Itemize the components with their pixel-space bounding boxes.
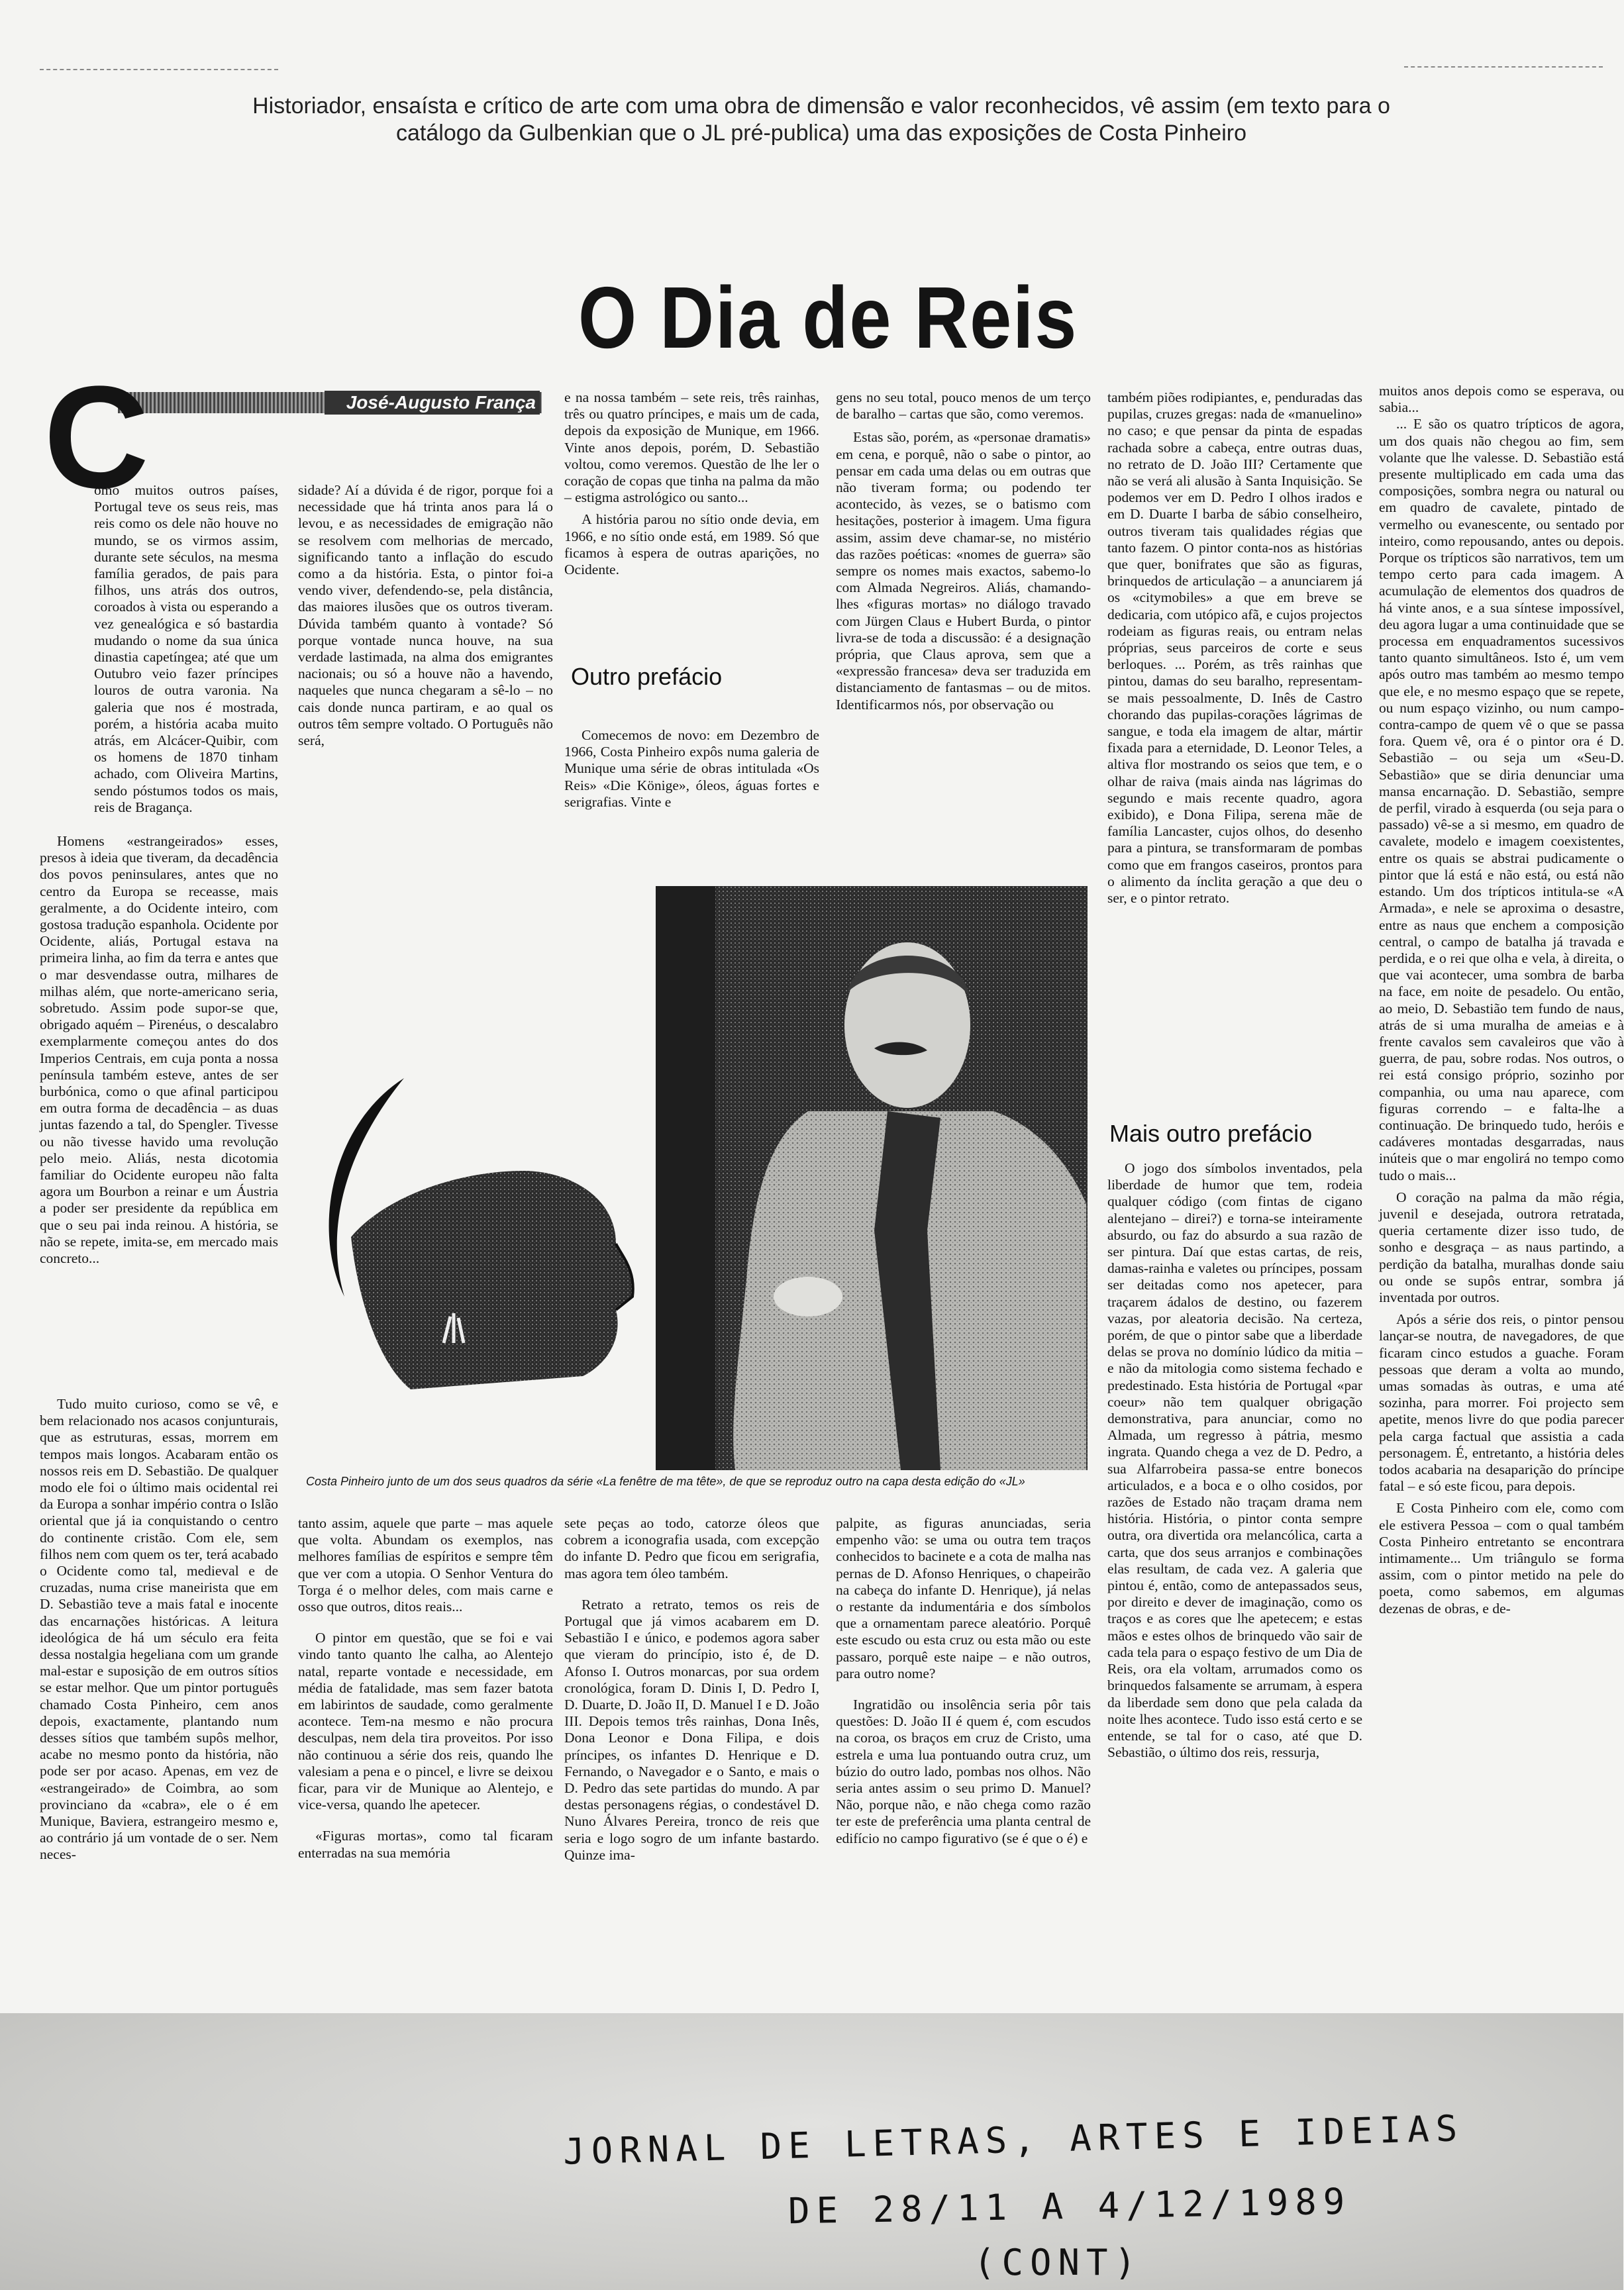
column-3-mid [564, 727, 819, 853]
paragraph: Retrato a retrato, temos os reis de Portugal que já vimos acabarem em D. Sebastião I e único, e podemos agora saber que vieram do princípio, isto é, de D. Afonso I. Outros monarcas, por sua ordem cronológica, foram D. Dinis I, D. Pedro I, D. Duarte, D. João II, D. Manuel I e D. João III. Depois temos três rainhas, Dona Inês, Dona Leonor e Dona Filipa, e dois príncipes, os infantes D. Henrique e D. Fernando, o Navegador e o Santo, e mais o D. Pedro das sete partidas do mundo. A par destas personagens régias, o condestável D. Nuno Álvares Pereira, tronco de reis que seria e logo sogro de um infante bastardo. Quinze ima- [564, 1596, 819, 1863]
paragraph: O jogo dos símbolos inventados, pela liberdade de humor que tem, rodeia qualquer código (com fintas de cigano alentejano – direi?) e torna-se inteiramente absurdo, ou faz do absurdo a sua razão de ser pintura. Daí que estas cartas, de reis, damas-rainha e valetes ou príncipes, possam ser deitadas como nos apetecer, para traçarem ádalos de destino, ou fazerem vazas, por aleatoria decisão. Na certeza, porém, de que o pintor sabe que a liberdade delas se prova no domínio lúdico da mitia – e não da mitologia como sistema fechado e predestinado. Esta história de Portugal «par coeur» não tem qualquer obrigação demonstrativa, para anunciar, como no Almada, um regresso à pátria, mesmo ingrata. Quando chega a vez de D. Pedro, a sua Alfarrobeira passa-se entre bonecos articulados, e a boca e o olho cosidos, por razões de Estado não traçam drama nem história. História, o pintor conta sempre outra, ora divertida ora melancólica, carta a carta, que dos seus arranjos e combinações elas resultam, de cada vez. A galeria que pintou é, então, como de antepassados seus, por direito e dever de imaginação, como os traços e as cores que lhe apetecem; e estas mãos e estes olhos de brinquedo vão sair de cada tela para o espaço festivo de um Dia de Reis, ora ela voltam, arrumados como os brinquedos falsamente se arrumam, à espera da liberdade sem dono que pela calada da noite lhes acontece. Tudo isso está certo e se entende, se tal for o caso, até que D. Sebastião, o último dos reis, ressurja, [1107, 1160, 1362, 1761]
column-4-top [836, 389, 1091, 853]
paragraph: «Figuras mortas», como tal ficaram enterradas na sua memória [298, 1828, 553, 1861]
drop-cap: C [44, 356, 149, 519]
paragraph: tanto assim, aquele que parte – mas aquele que volta. Abundam os exemplos, nas melhores famílias de espíritos e sempre têm que ver com a utopia. O Senhor Ventura do Torga é o melhor deles, com mais carne e osso que outros, ditos reais... [298, 1515, 553, 1615]
paragraph: Comecemos de novo: em Dezembro de 1966, Costa Pinheiro expôs numa galeria de Munique uma série de obras intitulada «Os Reis» «Die Könige», óleos, águas fortes e serigrafias. Vinte e [564, 727, 819, 810]
column-5-top [1107, 389, 1362, 1118]
paragraph: Ingratidão ou insolência seria pôr tais questões: D. João II é quem é, com escudos na coroa, os braços em cruz de Cristo, uma estrela e uma lua pontuando outra cruz, um búzio do outro lado, pombas nos olhos. Não seria antes assim o seu primo D. Manuel? Não, porque não, e não chega como razão ter este de preferência uma planta central de edifício no campo figurativo (se é que o é) e [836, 1697, 1091, 1846]
person-hand [774, 1277, 842, 1317]
paragraph: sete peças ao todo, catorze óleos que cobrem a iconografia usada, com excepção do infante D. Pedro que ficou em serigrafia, mas agora tem óleo também. [564, 1515, 819, 1581]
paragraph: Tudo muito curioso, como se vê, e bem relacionado nos acasos conjunturais, que as estruturas, essas, morrem em tempos mais longos. Acabaram então os nossos reis em D. Sebastião. De qualquer modo ele foi o último mais ocidental rei da Europa a sonhar império contra o Islão oriental que já ia conquistando o centro do continente cristão. Com ele, sem filhos nem com quem os ter, terá acabado o Ocidente como tal, medieval e de cruzadas, numa crise maneirista que em D. Sebastião teve a mais fatal e inocente das encarnações históricas. A leitura ideológica de há um século era feita dessa nostalgia hegeliana com um grande mal-estar e suposição de em outros sítios se estar melhor. Que um pintor português chamado Costa Pinheiro, cem anos depois, exactamente, plantando num desses sítios que também supôs melhor, acabe no mesmo ponto da história, não pode ser por acaso. Apenas, em vez de «estrangeirado» de Coimbra, ao som provinciano da «cabra», ele o é em Munique, Baviera, estrangeiro mesmo e, ao contrário já um vontade de o ser. Nem neces- [40, 1396, 278, 1863]
intro-deck: Historiador, ensaísta e crítico de arte com uma obra de dimensão e valor reconhecidos, vê assim (em texto para o catálogo da Gulbenkian que o JL pré-publica) uma das exposições de Costa Pinheiro [252, 93, 1390, 146]
paragraph: Após a série dos reis, o pintor pensou lançar-se noutra, de navegadores, de que ficaram cinco estudos a guache. Foram pessoas que deram a volta ao mundo, umas somadas às outras, e uma até sozinha, para morrer. Foi projecto sem apetite, menos livre do que podia parecer pela carga factual que assistia a cada personagem. É, entretanto, a história deles todos acabaria na desaparição do príncipe fatal – e só este ficou, para depois. [1379, 1311, 1624, 1495]
column-2-top [298, 482, 553, 853]
column-6 [1379, 383, 1624, 2012]
paragraph: Estas são, porém, as «personae dramatis» em cena, e porquê, não o sabe o pintor, ao pensar em cada uma delas ou em outras que não tiveram forma; ou podendo ter acontecido, às vezes, se o batismo com hesitações, posterior à imagem. Uma figura assim, assim deve chamar-se, no mistério das razões poéticas: «nomes de guerra» são sempre os nomes mais exactos, sabemo-lo com Almada Negreiros. Aliás, chamando-lhes «figuras mortas» no diálogo travado com Jürgen Claus e Hubert Burda, o pintor livra-se de toda a discussão: é a designação própria, que Claus aprova, sem que a «expressão francesa» deva ser traduzida em distanciamento de fantasmas – ou de mitos. Identificarmos nós, por observação ou [836, 429, 1091, 713]
column-5-bot [1107, 1160, 1362, 2012]
subhead-outro-prefacio [571, 662, 722, 691]
paragraph: O pintor em questão, que se foi e vai vindo tanto quanto lhe calha, ao Alentejo natal, reparte vontade e necessidade, em média de fatalidade, mas sem fazer batota em labirintos de saudade, como geralmente acontece. Tem-na mesmo e não procura desculpas, nem dela tira proveitos. Por isso não continuou a série dos reis, quando lhe valesiam a pena e o pincel, e livre se deixou ficar, para vir de Munique ao Alentejo, e vice-versa, quando lhe apetecer. [298, 1630, 553, 1813]
photo-caption: Costa Pinheiro junto de um dos seus quadros da série «La fenêtre de ma tête», de que se reproduz outro na capa desta edição do «JL» [306, 1475, 1025, 1488]
paragraph: ... E são os quatro trípticos de agora, um dos quais não chegou ao fim, sem volante que lhe valesse. D. Sebastião está presente multiplicado em cada uma das composições, sombra negra ou natural ou em quadro de cavalete, pintado de vermelho ou evanescente, ou sentado por inteiro, como repousando, antes ou depois. Porque os trípticos são narrativos, tem um tempo certo para cada imagem. A acumulação de elementos dos quadros de há vinte anos, e a sua síntese impossível, deu agora lugar a uma continuidade que se processa em enquadramentos sucessivos tanto quanto simultâneos. Isto é, um vem após outro mas também ao mesmo tempo que ele, e no mesmo espaço que se repete, ou num espaço vizinho, ou num campo-contra-campo de quem vê o que se passa fora. Quem vê, ora é o pintor ora é D. Sebastião – ou seja um «Seu-D. Sebastião» que se diria denunciar uma mansa encarnação. D. Sebastião, sempre de perfil, virado à esquerda (ou seja para o passado) vê-se a si mesmo, em quadro de cavalete, modelo e imagem coexistentes, entre os quais se abstrai pudicamente o pintor que lá está e não está, ou está não estando. Um dos trípticos intitula-se «A Armada», e nele se aproxima o desastre, entre as naus que enchem a composição central, o campo de batalha já travada e perdida, e o rei que olha e vela, à direita, o que vai acontecer, uma sombra de barba na face, em noite de pesadelo. Ou então, ao meio, D. Sebastião tem fundo de naus, atrás de si uma muralha de ameias e à frente cavalos sem cavaleiros que vão à guerra, de pau, sobre rodas. Nos outros, o rei está consigo próprio, sozinho por companhia, ou uma nau aparece, com figuras correndo – e falta-lhe a continuação. De brinquedo tudo, heróis e cadáveres montadas desgarradas, naus inúteis que o mar engolirá no tempo como tudo o mais... [1379, 416, 1624, 1183]
photograph [305, 886, 1088, 1470]
handwritten-date: DE 28/11 A 4/12/1989 [787, 2180, 1352, 2232]
column-1-mid [40, 833, 278, 1381]
paragraph: muitos anos depois como se esperava, ou sabia... [1379, 383, 1624, 416]
byline: José-Augusto França [325, 391, 540, 415]
subhead-mais-outro-prefacio [1109, 1119, 1312, 1148]
headline: O Dia de Reis [578, 269, 1078, 366]
paragraph: E Costa Pinheiro com ele, como com ele estivera Pessoa – com o qual também Costa Pinheiro entretanto se encontrara intimamente... Um triângulo se forma assim, com o pintor metido na pele do poeta, como sabemos, em algumas dezenas de obras, e de- [1379, 1500, 1624, 1617]
paragraph: sidade? Aí a dúvida é de rigor, porque foi a necessidade que há trinta anos para lá o levou, e as necessidades de emigração não se resolvem com melhorias de mercado, significando tanto a inflação do escudo como a da história. Esta, o pintor foi-a vendo viver, defendendo-se, pela distância, das maiores ilusões que os outros tiveram. Dúvida também quanto à vontade? Só porque vontade nunca houve, na sua verdade lastimada, na alma dos emigrantes nacionais; ou só a houve não a havendo, naqueles que nunca chegaram a sê-lo – no cais donde nunca partiram, e ao qual os outros têm sempre voltado. O Português não será, [298, 482, 553, 749]
column-4-bot [836, 1515, 1091, 2012]
column-2-bot [298, 1515, 553, 2012]
subhead-text: Outro prefácio [571, 663, 723, 690]
column-1-bot [40, 1396, 278, 2012]
handwritten-cont: (CONT) [974, 2242, 1143, 2283]
top-rule-right [1404, 66, 1603, 68]
paragraph: gens no seu total, pouco menos de um terço de baralho – cartas que são, como veremos. [836, 389, 1091, 423]
paragraph: Homens «estrangeirados» esses, presos à ideia que tiveram, da decadência dos povos peninsulares, antes que no centro da Europa se receasse, mais geralmente, a do Ocidente inteiro, com gostosa tradução espanhola. Ocidente por Ocidente, aliás, Portugal estava na primeira linha, ao fim da terra e antes que o mar desvendasse outra, milhares de milhas além, que norte-americano seria, sobretudo. Assim pode supor-se que, obrigado aquém – Pirenéus, o descalabro exemplarmente começou antes do dos Imperios Centrais, em cuja ponta a nossa península também esteve, antes de ser burbónica, como o que afinal participou em outra forma de decadência – as duas juntas fazendo a tal, do Spengler. Tivesse ou não tivesse havido uma revolução pelo meio. Aliás, nesta dicotomia familiar do Ocidente europeu não falta agora um Bourbon a reinar e um Áustria a poder ser presidente da república em que o seu pai inda reinou. A história, se não se repete, imita-se, em mercado mais concreto... [40, 833, 278, 1267]
subhead-text: Mais outro prefácio [1109, 1120, 1313, 1147]
paragraph: e na nossa também – sete reis, três rainhas, três ou quatro príncipes, e mais um de cada, depois da exposição de Munique, em 1966. Vinte anos depois, porém, D. Sebastião voltou, como veremos. Questão de lhe ler o coração de copas que tinha na palma da mão – estigma astrológico ou santo... [564, 389, 819, 506]
photo-painting-panel [656, 886, 715, 1470]
paragraph: palpite, as figuras anunciadas, seria empenho vão: se uma ou outra tem traços conhecidos to bacinete e a cota de malha nas pernas de D. Afonso Henriques, o chapeirão na cabeça do infante D. Henrique), já nelas o restante da indumentária e dos símbolos que a ornamentam parece aleatório. Porquê este escudo ou esta cruz ou esta mão ou este passaro, porquê este naipe – e não outros, para outro nome? [836, 1515, 1091, 1681]
column-1-top [94, 482, 278, 815]
handwritten-source: JORNAL DE LETRAS, ARTES E IDEIAS [562, 2107, 1464, 2173]
top-rule-left [40, 69, 278, 70]
column-3-bot [564, 1515, 819, 2012]
paragraph: A história parou no sítio onde devia, em 1966, e no sítio onde está, em 1989. Só que ficamos à espera de outras aparições, no Ocidente. [564, 511, 819, 578]
paragraph: também piões rodipiantes, e, penduradas das pupilas, cruzes gregas: nada de «manuelino» no caso; e que pensar da pinta de espadas rachada sobre a cabeça, entre outras duas, no retrato de D. João III? Certamente que não se verá ali alusão à Santa Inquisição. Se podemos ver em D. Pedro I olhos irados e em D. Duarte I barba de sábio conselheiro, outros tiveram tais qualidades régias que tanto fazem. O pintor conta-nos as histórias que quer, bonifrates que são as figuras, brinquedos de articulação – a anunciarem já os «citymobiles» a que em breve se dedicaria, com utópico afã, e cujos projectos rodeiam as figuras reais, ou entram nelas próprias, seus parceiros de corte e seus berloques. ... Porém, as três rainhas que pintou, damas do seu baralho, representam-se mais pessoalmente, D. Inês de Castro chorando das pupilas-corações lágrimas de sangue, e toda ela imagem de altar, mártir fixada para a eternidade, D. Leonor Teles, a altiva flor mostrando os seios que tem, e o olhar de raiva (mais ainda nas lágrimas do segundo e mais recente quadro, agora exibido), e Dona Filipa, serena mãe de família Lancaster, cujos olhos, do desenho para a pintura, se transformaram de pombas como que em frangos caseiros, prontos para o alimento da ínclita geração a que deu o ser, e o pintor retrato. [1107, 389, 1362, 907]
column-3-top [564, 389, 819, 638]
paragraph: O coração na palma da mão régia, juvenil e desejada, outrora retratada, queria certamente dizer isso tudo, de sonho e desgraça – as naus partindo, a perdição da batalha, muralhas donde saiu ou onde se supôs entrar, sombra já inventada por outros. [1379, 1189, 1624, 1305]
painting-profile-silhouette [351, 1171, 633, 1389]
paragraph: omo muitos outros países, Portugal teve os seus reis, mas reis como os dele não houve no mundo, se os virmos assim, durante sete séculos, na mesma família gerados, de pais para filhos, uns atrás dos outros, coroados à vista ou esperando a vez genealógica e só bastardia mudando o nome da sua única dinastia capetíngea; até que um Outubro veio fazer príncipes louros de outra varonia. Na galeria que nos é mostrada, porém, a história acaba muito atrás, em Alcácer-Quibir, com os homens de 1870 tinham achado, com Oliveira Martins, sendo póstumos todos os mais, reis de Bragança. [94, 482, 278, 815]
